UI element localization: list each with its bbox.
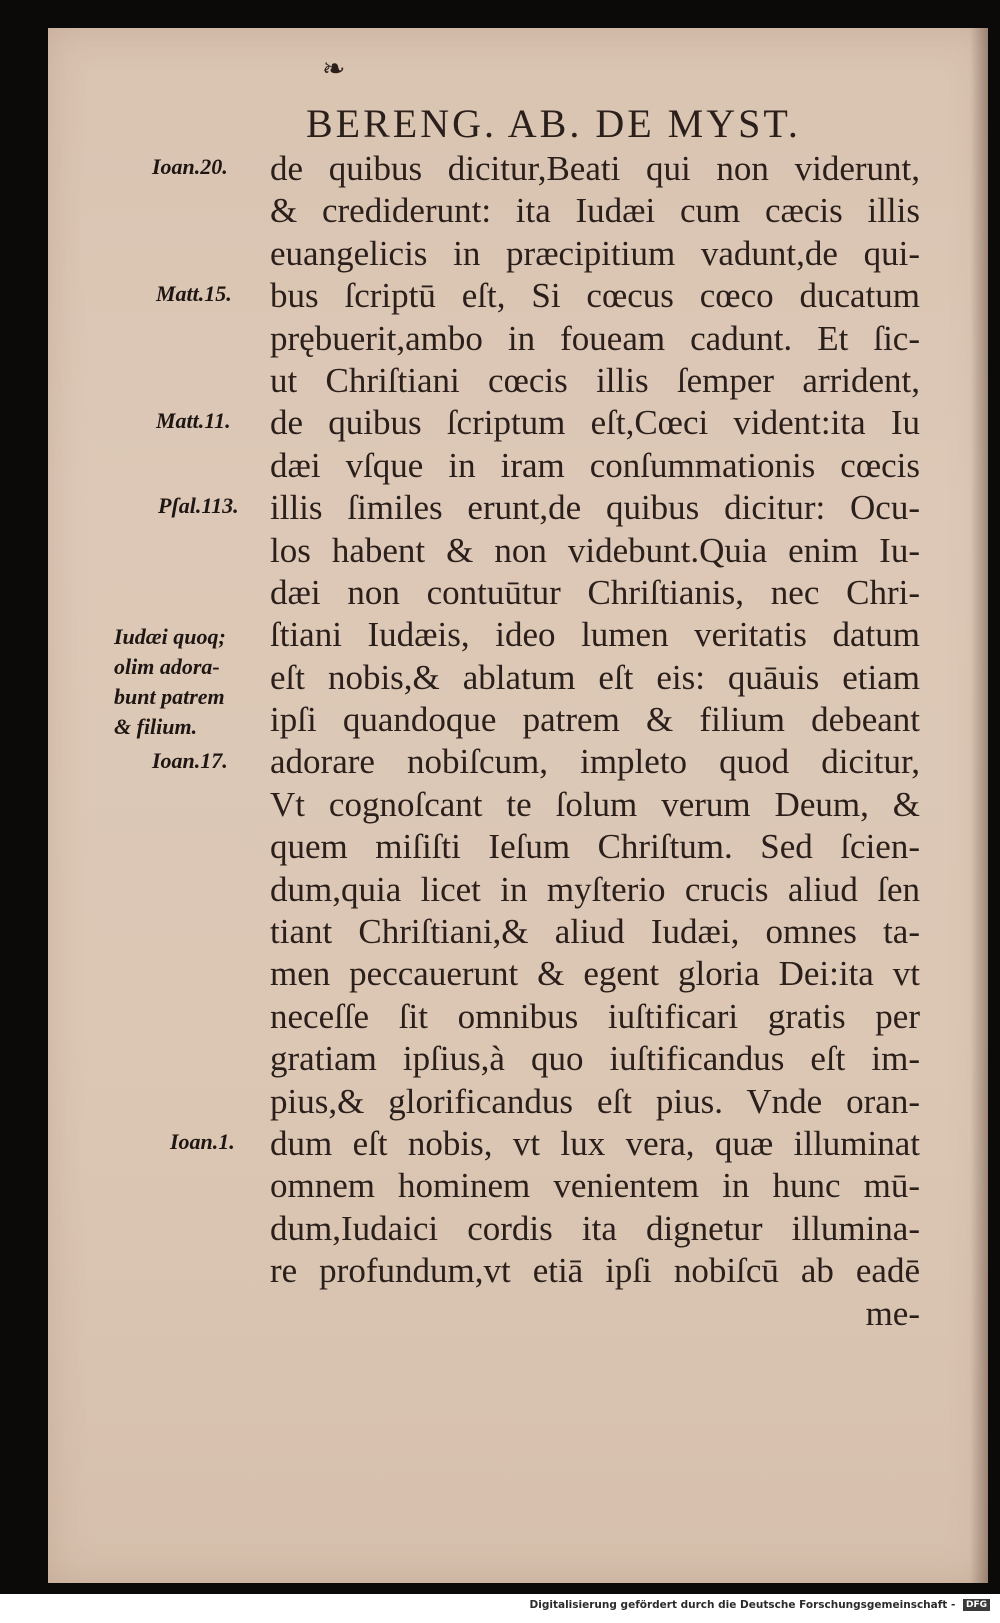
text-line: illis ſimiles erunt,de quibus dicitur: Ocu- — [270, 488, 920, 528]
digitization-footer — [0, 1594, 1000, 1623]
margin-note-line: bunt patrem — [114, 684, 225, 709]
margin-note-matt15: Matt.15. — [156, 281, 232, 306]
text-line: quem miſiſti Ieſum Chriſtum. Sed ſcien- — [270, 827, 920, 867]
text-line: eſt nobis,& ablatum eſt eis: quāuis etiam — [270, 657, 920, 697]
main-text — [270, 148, 920, 1335]
text-line: tiant Chriſtiani,& aliud Iudæi, omnes ta- — [270, 912, 920, 952]
fleuron-ornament: ❧ — [322, 54, 346, 85]
margin-note-joan20: Ioan.20. — [152, 154, 228, 179]
margin-note-block — [114, 622, 254, 742]
running-head: BERENG. AB. DE MYST. — [306, 101, 801, 146]
text-line: ut Chriſtiani cœcis illis ſemper arrident, — [270, 360, 920, 400]
text-line: de quibus dicitur,Beati qui non viderunt, — [270, 149, 920, 188]
text-line: Vt cognoſcant te ſolum verum Deum, & — [270, 784, 920, 824]
text-line: omnem hominem venientem in hunc mū- — [270, 1166, 920, 1206]
text-line: dum eſt nobis, vt lux vera, quæ illuminat — [270, 1123, 920, 1163]
text-line: dæi vſque in iram conſummationis cœcis — [270, 445, 920, 485]
margin-note-line: Iudæi quoq; — [114, 624, 226, 649]
text-line: dum,Iudaici cordis ita dignetur illumina- — [270, 1208, 920, 1248]
margin-note-matt11: Matt.11. — [156, 408, 231, 433]
margin-note-joan17: Ioan.17. — [152, 748, 228, 773]
text-line: neceſſe ſit omnibus iuſtificari gratis per — [270, 996, 920, 1036]
text-line: prębuerit,ambo in foueam cadunt. Et ſic- — [270, 318, 920, 358]
text-line: dum,quia licet in myſterio crucis aliud ſen — [270, 869, 920, 909]
footer-credit: Digitalisierung gefördert durch die Deutsche Forschungsgemeinschaft - — [529, 1599, 956, 1611]
text-line: de quibus ſcriptum eſt,Cœci vident:ita Iu — [270, 403, 920, 443]
margin-note-line: & filium. — [114, 714, 198, 739]
text-line: los habent & non videbunt.Quia enim Iu- — [270, 530, 920, 570]
margin-note-psal113: Pſal.113. — [158, 493, 239, 518]
text-line: bus ſcriptū eſt, Si cœcus cœco ducatum — [270, 276, 920, 316]
margin-note-line: olim adora- — [114, 654, 220, 679]
text-line: euangelicis in præcipitium vadunt,de qui- — [270, 233, 920, 273]
text-line: & crediderunt: ita Iudæi cum cæcis illis — [270, 191, 920, 231]
text-line: dæi non contuūtur Chriſtianis, nec Chri- — [270, 572, 920, 612]
book-page — [48, 28, 988, 1583]
catchword: me- — [865, 1293, 920, 1333]
text-line: pius,& glorificandus eſt pius. Vnde oran- — [270, 1081, 920, 1121]
dfg-logo: DFG — [963, 1599, 990, 1611]
text-line: ipſi quandoque patrem & filium debeant — [270, 700, 920, 740]
text-line: adorare nobiſcum, impleto quod dicitur, — [270, 742, 920, 782]
text-line: re profundum,vt etiā ipſi nobiſcū ab eadē — [270, 1251, 920, 1291]
margin-note-joan1: Ioan.1. — [170, 1129, 235, 1154]
text-line: gratiam ipſius,à quo iuſtificandus eſt im- — [270, 1039, 920, 1079]
text-line: ſtiani Iudæis, ideo lumen veritatis datum — [270, 615, 920, 655]
text-line: men peccauerunt & egent gloria Dei:ita vt — [270, 954, 920, 994]
